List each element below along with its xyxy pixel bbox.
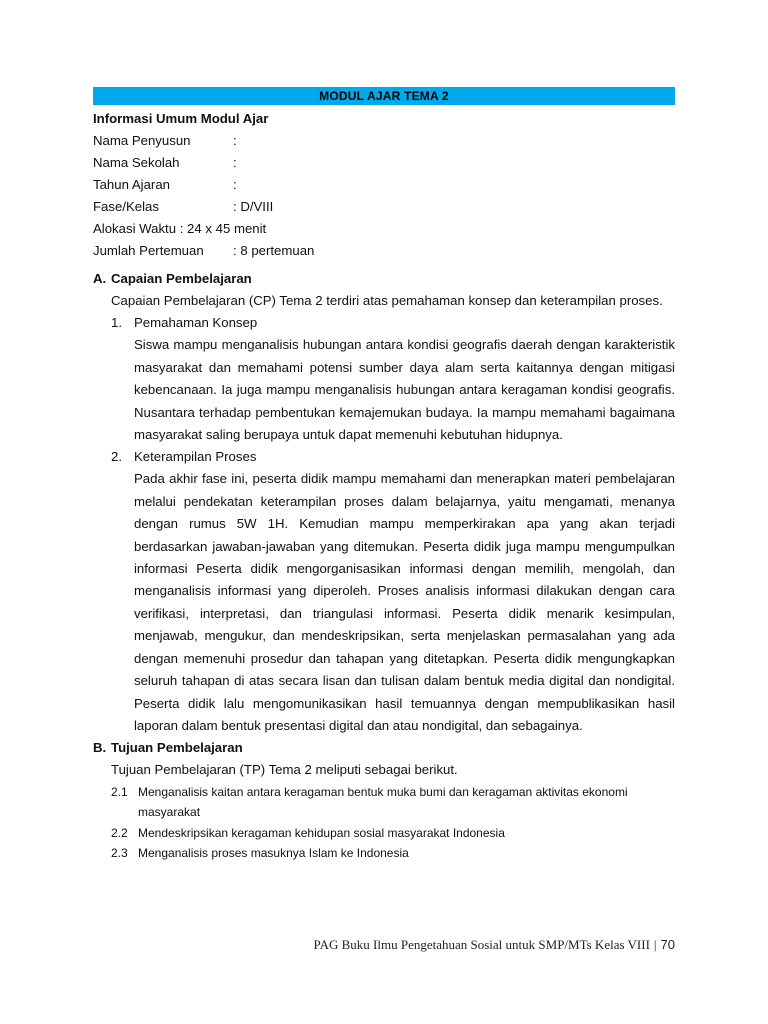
info-label: Jumlah Pertemuan [93, 243, 204, 258]
info-value: : [233, 155, 237, 170]
list-item-proses [111, 446, 675, 468]
info-row-penyusun [93, 130, 675, 152]
footer-text: PAG Buku Ilmu Pengetahuan Sosial untuk SMP/MTs Kelas VIII [313, 937, 650, 952]
info-value: : D/VIII [233, 199, 274, 214]
info-row-pertemuan [93, 240, 675, 262]
info-label: Nama Sekolah [93, 155, 180, 170]
proses-body: Pada akhir fase ini, peserta didik mampu memahami dan menerapkan materi pembelajaran melalui pendekatan keterampilan proses dalam belajarnya, yaitu mengamati, menanya dengan rumus 5W 1H. Kemudian mampu memperkirakan apa yang akan terjadi berdasarkan jawaban-jawaban yang ditemukan. Peserta didik juga mampu mengumpulkan informasi Peserta didik mengorganisasikan informasi dengan memilih, mengolah, dan menganalisis informasi yang diperoleh. Proses analisis informasi dilakukan dengan cara verifikasi, interpretasi, dan triangulasi informasi. Peserta didik menarik kesimpulan, menjawab, mengukur, dan mendeskripsikan, serta menjelaskan permasalahan yang ada dengan memenuhi prosedur dan tahapan yang ditetapkan. Peserta didik mengungkapkan seluruh tahapan di atas secara lisan dan tulisan dalam bentuk media digital dan nondigital. Peserta didik lalu mengomunikasikan hasil temuannya dengan mempublikasikan hasil laporan dalam bentuk presentasi digital dan atau nondigital, dan sebagainya. [134, 471, 675, 733]
tujuan-item-2-3 [111, 843, 675, 864]
info-alokasi: Alokasi Waktu : 24 x 45 menit [93, 221, 267, 236]
section-b-intro: Tujuan Pembelajaran (TP) Tema 2 meliputi sebagai berikut. [111, 762, 458, 778]
section-a-intro: Capaian Pembelajaran (CP) Tema 2 terdiri atas pemahaman konsep dan keterampilan proses. [111, 293, 663, 308]
info-value: : [233, 177, 237, 192]
item-text: Menganalisis kaitan antara keragaman bentuk muka bumi dan keragaman aktivitas ekonomi masyarakat [138, 784, 628, 820]
page-footer [314, 937, 675, 953]
info-row-tahun [93, 174, 675, 196]
info-heading: Informasi Umum Modul Ajar [93, 111, 269, 126]
info-label: Nama Penyusun [93, 133, 191, 148]
item-number: 1. [111, 315, 122, 331]
section-b-heading [93, 737, 675, 759]
section-a-heading [93, 268, 675, 290]
section-title: Capaian Pembelajaran [111, 271, 252, 286]
item-title: Pemahaman Konsep [134, 315, 258, 331]
item-text: Menganalisis proses masuknya Islam ke Indonesia [138, 846, 409, 861]
section-title: Tujuan Pembelajaran [111, 740, 243, 756]
footer-separator: | [653, 937, 657, 952]
info-value: : [233, 133, 237, 148]
info-label: Tahun Ajaran [93, 177, 170, 192]
info-label: Fase/Kelas [93, 199, 159, 214]
page-number: 70 [660, 937, 675, 952]
info-row-sekolah [93, 152, 675, 174]
info-value: : 8 pertemuan [233, 243, 315, 258]
item-number: 2. [111, 449, 122, 465]
document-page [93, 87, 675, 864]
module-banner: MODUL AJAR TEMA 2 [93, 87, 675, 105]
item-text: Mendeskripsikan keragaman kehidupan sosial masyarakat Indonesia [138, 825, 505, 840]
section-letter: B. [93, 740, 107, 756]
section-letter: A. [93, 271, 107, 286]
konsep-body: Siswa mampu menganalisis hubungan antara kondisi geografis daerah dengan karakteristik masyarakat dan memahami potensi sumber daya alam serta kaitannya dengan mitigasi kebencanaan. Ia juga mampu menganalisis hubungan antara keragaman kondisi geografis. Nusantara terhadap pembentukan kemajemukan budaya. Ia mampu memahami bagaimana masyarakat saling berupaya untuk dapat memenuhi kebutuhan hidupnya. [134, 337, 675, 443]
item-number: 2.1 [111, 784, 128, 799]
tujuan-item-2-1 [111, 782, 675, 823]
item-number: 2.2 [111, 825, 128, 840]
tujuan-item-2-2 [111, 823, 675, 844]
info-row-fase [93, 196, 675, 218]
list-item-konsep [111, 312, 675, 334]
item-title: Keterampilan Proses [134, 449, 257, 465]
item-number: 2.3 [111, 846, 128, 861]
